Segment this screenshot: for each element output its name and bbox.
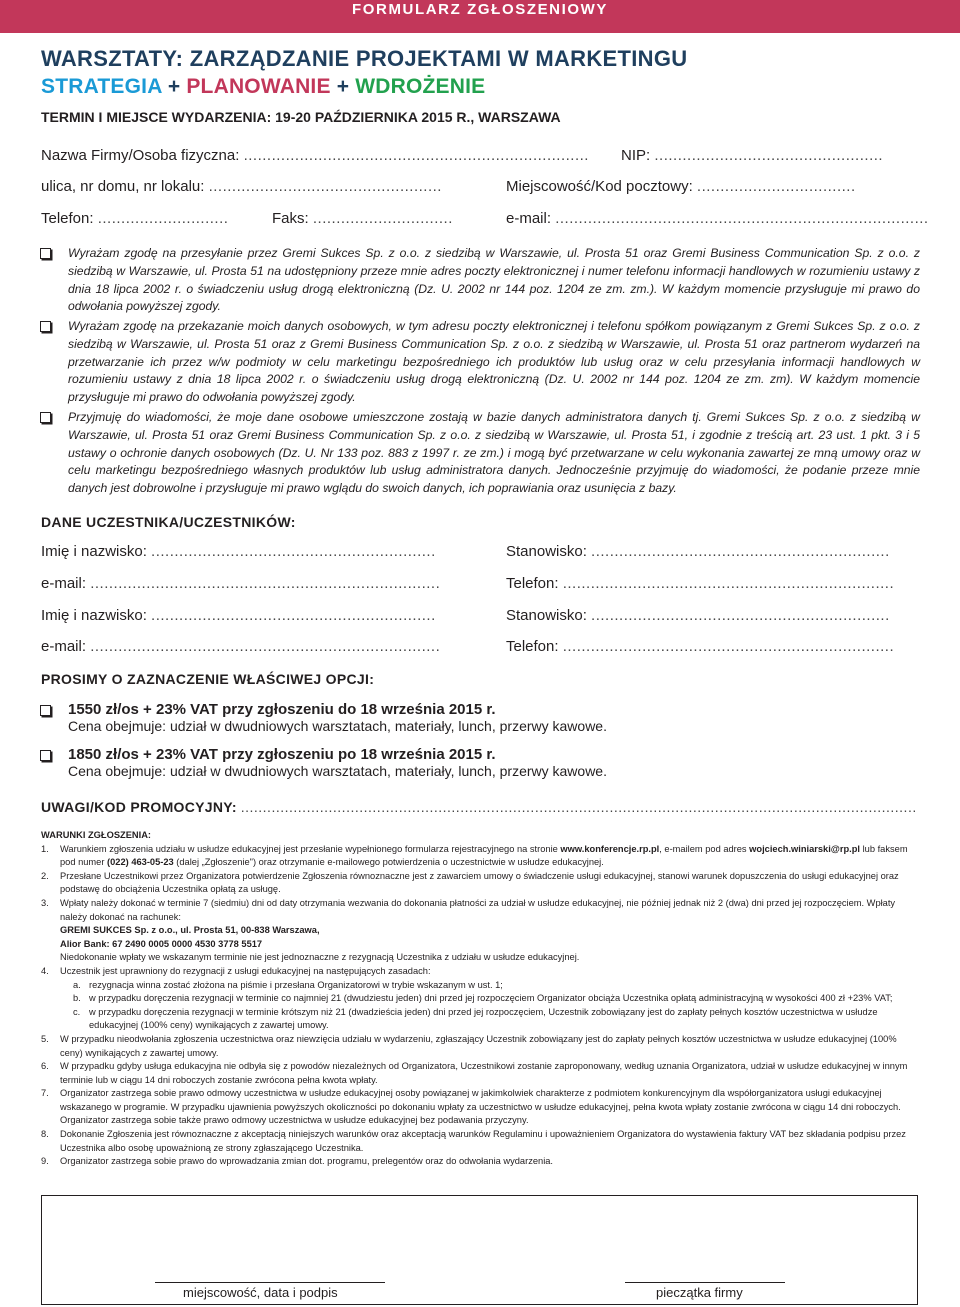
participants-heading: DANE UCZESTNIKA/UCZESTNIKÓW:: [41, 514, 296, 530]
stamp-label: pieczątka firmy: [656, 1285, 743, 1300]
participant-position-field[interactable]: [506, 607, 890, 624]
condition-item: 1. Warunkiem zgłoszenia udziału w usłudze edukacyjnej jest przesłanie wypełnionego formularza rejestracyjnego na stronie www.konferencje.rp.pl, e-mailem pod adres wojciech.winiarski@rp.pl lub faksem pod numer (022) 463-05-23 (dalej „Zgłoszenie") oraz otrzymanie e-mailowego potwierdzenia o uczestnictwie w usłudze edukacyjnej.: [41, 843, 908, 868]
subtitle-strategia: STRATEGIA: [41, 75, 162, 98]
condition-text: Wpłaty należy dokonać w terminie 7 (siedmiu) dni od daty otrzymania wezwania do dokonania płatności za udział w usłudze edukacyjnej, nie później jednak niż 2 (dwa) dni przed jej rozpoczęciem. Wpłaty należy dokonać na rachunek:: [60, 897, 896, 922]
condition-subitem: c. w przypadku doręczenia rezygnacji w terminie krótszym niż 21 (dwadzieścia jeden) dni przed jej rozpoczęciem, Uczestnik zobowiązany jest do zapłaty pełnych kosztów uczestnictwa w usłudze edukacyjnej (100% ceny) wynikających z zawartej umowy.: [73, 1006, 878, 1031]
condition-text: W przypadku gdyby usługa edukacyjna nie odbyła się z powodów niezależnych od Organizatora, Uczestnikowi zostanie zaproponowany, według uznania Organizatora, udział w usłudze edukacyjnej w innym terminie lub w ciągu 14 dni roboczych zostanie zwrócona pełna kwota wpłaty.: [60, 1061, 908, 1085]
stamp-line: [625, 1282, 785, 1283]
condition-text: w przypadku doręczenia rezygnacji w terminie krótszym niż 21 (dwadzieścia jeden) dni przed jej rozpoczęciem, Uczestnik zobowiązany jest do zapłaty pełnych kosztów uczestnictwa w usłudze edukacyjnej (100% ceny) wynikających z zawartej umowy.: [89, 1006, 878, 1031]
subtitle-plus: +: [161, 75, 187, 98]
website-link[interactable]: www.konferencje.rp.pl: [560, 843, 660, 854]
company-name-label: Nazwa Firmy/Osoba fizyczna:: [41, 147, 240, 164]
fax-label: Faks:: [272, 210, 309, 227]
participant-phone-field[interactable]: [506, 638, 894, 655]
consent-marketing: [40, 245, 920, 316]
street-dots: ..................................................: [208, 178, 442, 195]
phone-dots: ............................: [97, 210, 229, 227]
consent-data-processing: [40, 409, 920, 498]
participant-email-field[interactable]: [41, 575, 440, 592]
participant-phone-dots: .......................................................................: [562, 575, 895, 592]
conditions-heading: WARUNKI ZGŁOSZENIA:: [41, 830, 152, 840]
condition-subitem: b. w przypadku doręczenia rezygnacji w terminie co najmniej 21 (dwudziestu jeden) dni przed jej rozpoczęciem Organizator obciąża Uczestnika opłatą administracyjną w wysokości 400 zł +23% VAT;: [73, 993, 893, 1004]
email-label: e-mail:: [506, 210, 552, 227]
condition-item: 5. W przypadku nieodwołania zgłoszenia uczestnictwa oraz niewzięcia udziału w wydarzeniu, zgłaszający Uczestnik zobowiązany jest do zapłaty pełnych kosztów uczestnictwa w usłudze edukacyjnej (100% ceny) wynikających z zawartej umowy.: [41, 1033, 897, 1058]
city-label: Miejscowość/Kod pocztowy:: [506, 178, 693, 195]
workshop-subtitle: [41, 75, 485, 99]
promo-code-dots: ..........................................................................................................................................................: [240, 799, 917, 815]
condition-text: Organizator zastrzega sobie prawo odmowy uczestnictwa w usłudze edukacyjnej osoby powiązanej w jakimkolwiek charakterze z podmiotem konkurencyjnym dla współorganizatora usługi edukacyjnej wskazanego w programie. W przypadku ujawnienia powyższych okoliczności po dokonaniu wpłaty za uczestnictwo w usłudze edukacyjnej, pełna kwota wpłaty zostanie zwrócona w ciągu 14 dni roboczych. Organizator zastrzega sobie także prawo odmowy uczestnictwa w usłudze edukacyjnej bez podawania przyczyny.: [60, 1088, 901, 1126]
condition-item: 9. Organizator zastrzega sobie prawo do wprowadzania zmian dot. programu, prelegentów oraz do odwołania wydarzenia.: [41, 1156, 554, 1167]
participant-phone-field[interactable]: [506, 575, 894, 592]
fax-dots: ..............................: [312, 210, 453, 227]
participant-position-field[interactable]: [506, 543, 890, 560]
condition-subitem: a. rezygnacja winna zostać złożona na piśmie i przesłana Organizatorowi w trybie wskazanym w ust. 1;: [73, 979, 503, 990]
signature-line: [155, 1282, 385, 1283]
participant-email-dots: ...........................................................................: [90, 638, 441, 655]
condition-item: 2. Przesłane Uczestnikowi przez Organizatora potwierdzenie Zgłoszenia równoznaczne jest z zawarciem umowy o świadczenie usługi edukacyjnej, stanowi warunek dopuszczenia do usługi edukacyjnej oraz podstawę do obciążenia Uczestnika opłatą za usługę.: [41, 870, 899, 895]
header-bar: [0, 0, 960, 33]
consent-data-transfer: [40, 318, 920, 407]
fax-number: (022) 463-05-23: [107, 857, 174, 868]
company-name-dots: ..........................................................................: [243, 147, 589, 164]
workshop-title: WARSZTATY: ZARZĄDZANIE PROJEKTAMI W MARKETINGU: [41, 46, 688, 71]
signature-box[interactable]: [41, 1195, 918, 1305]
email-dots: ................................................................................: [555, 210, 929, 227]
subtitle-wdrozenie: WDROŻENIE: [355, 75, 486, 98]
email-link[interactable]: wojciech.winiarski@rp.pl: [749, 843, 861, 854]
participant-phone-dots: .......................................................................: [562, 638, 895, 655]
condition-text: (dalej „Zgłoszenie") oraz otrzymanie e-mailowego potwierdzenia o uczestnictwie w usłudze edukacyjnej.: [173, 857, 604, 868]
participant-name-field[interactable]: [41, 607, 436, 624]
option-price: 1850 zł/os + 23% VAT przy zgłoszeniu po 18 września 2015 r.: [68, 746, 496, 763]
condition-item: 7. Organizator zastrzega sobie prawo odmowy uczestnictwa w usłudze edukacyjnej osoby powiązanej w jakimkolwiek charakterze z podmiotem konkurencyjnym dla współorganizatora usługi edukacyjnej wskazanego w programie. W przypadku ujawnienia powyższych okoliczności po dokonaniu wpłaty za uczestnictwo w usłudze edukacyjnej, pełna kwota wpłaty zostanie zwrócona w ciągu 14 dni roboczych. Organizator zastrzega sobie także prawo odmowy uczestnictwa w usłudze edukacyjnej bez podawania przyczyny.: [41, 1088, 901, 1126]
signature-label: miejscowość, data i podpis: [183, 1285, 338, 1300]
promo-code-field[interactable]: [41, 799, 917, 815]
condition-item: 4. Uczestnik jest uprawniony do rezygnacji z usługi edukacyjnej na następujących zasadach:: [41, 965, 431, 976]
nip-dots: .................................................: [654, 147, 884, 164]
option-checkbox[interactable]: [40, 705, 51, 716]
phone-field[interactable]: [41, 210, 228, 227]
participant-position-label: Stanowisko:: [506, 543, 587, 560]
payment-note: Niedokonanie wpłaty we wskazanym terminie nie jest jednoznaczne z rezygnacją Uczestnika z udziału w usłudze edukacyjnej.: [60, 952, 580, 963]
phone-label: Telefon:: [41, 210, 94, 227]
nip-field[interactable]: [621, 147, 883, 164]
street-field[interactable]: [41, 178, 442, 195]
bank-recipient: GREMI SUKCES Sp. z o.o., ul. Prosta 51, 00-838 Warszawa,: [60, 925, 320, 936]
condition-text: Organizator zastrzega sobie prawo do wprowadzania zmian dot. programu, prelegentów oraz do odwołania wydarzenia.: [60, 1156, 554, 1167]
subtitle-planowanie: PLANOWANIE: [186, 75, 331, 98]
email-field[interactable]: [506, 210, 929, 227]
condition-text: rezygnacja winna zostać złożona na piśmie i przesłana Organizatorowi w trybie wskazanym w ust. 1;: [89, 979, 503, 990]
promo-code-label: UWAGI/KOD PROMOCYJNY:: [41, 799, 237, 815]
condition-text: W przypadku nieodwołania zgłoszenia uczestnictwa oraz niewzięcia udziału w wydarzeniu, zgłaszający Uczestnik zobowiązany jest do zapłaty pełnych kosztów uczestnictwa w usłudze edukacyjnej (100% ceny) wynikających z zawartej umowy.: [60, 1033, 897, 1058]
participant-phone-label: Telefon:: [506, 575, 559, 592]
street-label: ulica, nr domu, nr lokalu:: [41, 178, 205, 195]
condition-item: 8. Dokonanie Zgłoszenia jest równoznaczne z akceptacją niniejszych warunków oraz akceptacją warunków Regulaminu i upoważnieniem Organizatora do wystawienia faktury VAT bez składania podpisu przez Uczestnika albo osobę upoważnioną ze strony zgłaszającego Uczestnika.: [41, 1129, 906, 1153]
consent-text: Wyrażam zgodę na przekazanie moich danych osobowych, w tym adresu poczty elektronicznej i telefonu spółkom powiązanym z Gremi Sukces Sp. z o.o. z siedzibą w Warszawie, ul. Prosta 51 oraz z Gremi Business Communication Sp. z o.o. z siedzibą w Warszawie, ul. Prosta 51 oraz partnerom wydarzeń na przetwarzanie ich przez w/w podmioty w celu marketingu bezpośredniego ich produktów lub usług oraz w celu przesyłania informacji handlowych w rozumieniu ustawy z dnia 18 lipca 2002 r. o świadczeniu usług drogą elektroniczną (Dz. U. 2002 nr 144 poz. 1204 ze zm. zm). W każdym momencie przysługuje mi prawo do odwołania powyższej zgody.: [68, 319, 920, 405]
participant-name-label: Imię i nazwisko:: [41, 543, 147, 560]
bank-account: Alior Bank: 67 2490 0005 0000 4530 3778 5517: [60, 938, 263, 949]
form-title: FORMULARZ ZGŁOSZENIOWY: [352, 1, 609, 18]
company-name-field[interactable]: [41, 147, 589, 164]
participant-position-dots: ................................................................: [591, 543, 890, 560]
consent-checkbox[interactable]: [40, 321, 51, 332]
option-price: 1550 zł/os + 23% VAT przy zgłoszeniu do 18 września 2015 r.: [68, 701, 496, 718]
option-checkbox[interactable]: [40, 750, 51, 761]
participant-name-label: Imię i nazwisko:: [41, 607, 147, 624]
condition-text: , e-mailem pod adres: [659, 843, 750, 854]
consent-text: Wyrażam zgodę na przesyłanie przez Gremi Sukces Sp. z o.o. z siedzibą w Warszawie, ul. Prosta 51 oraz Gremi Business Communication Sp. z o.o. z siedzibą w Warszawie, ul. Prosta 51 na udostępniony przeze mnie adres poczty elektronicznej i numer telefonu informacji handlowych w rozumieniu ustawy z dnia 18 lipca 2002 r. o świadczeniu usług drogą elektroniczną (Dz. U. 2002 nr 144 poz. 1204 ze zm. zm.). W każdym momencie przysługuje mi prawo do odwołania powyższej zgody.: [68, 246, 920, 314]
participant-name-dots: .............................................................: [151, 607, 436, 624]
options-heading: PROSIMY O ZAZNACZENIE WŁAŚCIWEJ OPCJI:: [41, 671, 375, 687]
condition-text: Przesłane Uczestnikowi przez Organizatora potwierdzenie Zgłoszenia równoznaczne jest z zawarciem umowy o świadczenie usługi edukacyjnej, stanowi warunek dopuszczenia do usługi edukacyjnej oraz podstawę do obciążenia Uczestnika opłatą za usługę.: [60, 870, 899, 895]
nip-label: NIP:: [621, 147, 651, 164]
condition-text: Warunkiem zgłoszenia udziału w usłudze edukacyjnej jest przesłanie wypełnionego formularza rejestracyjnego na stronie: [60, 843, 561, 854]
condition-item: 6. W przypadku gdyby usługa edukacyjna nie odbyła się z powodów niezależnych od Organizatora, Uczestnikowi zostanie zaproponowany, według uznania Organizatora, udział w usłudze edukacyjnej w innym terminie lub w ciągu 14 dni roboczych zostanie zwrócona pełna kwota wpłaty.: [41, 1061, 908, 1085]
subtitle-plus: +: [330, 75, 356, 98]
participant-position-label: Stanowisko:: [506, 607, 587, 624]
participant-email-dots: ...........................................................................: [90, 575, 441, 592]
participant-name-field[interactable]: [41, 543, 436, 560]
option-description: Cena obejmuje: udział w dwudniowych warsztatach, materiały, lunch, przerwy kawowe.: [68, 718, 607, 734]
condition-item: 3. Wpłaty należy dokonać w terminie 7 (siedmiu) dni od daty otrzymania wezwania do dokonania płatności za udział w usłudze edukacyjnej, nie później jednak niż 2 (dwa) dni przed jej rozpoczęciem. Wpłaty należy dokonać na rachunek:: [41, 897, 896, 922]
consent-text: Przyjmuję do wiadomości, że moje dane osobowe umieszczone zostają w bazie danych administratora danych tj. Gremi Sukces Sp. z o.o. z siedzibą w Warszawie, ul. Prosta 51 oraz Gremi Business Communication Sp. z o.o. z siedzibą w Warszawie, ul. Prosta 51, i zgodnie z treścią art. 23 ust. 1 pkt. 3 i 5 ustawy o ochronie danych osobowych (Dz. U. Nr 133 poz. 883 z 1997 r. ze zm.) i mogą być przetwarzane w celu wykonania zawartej ze mną umowy oraz w celu marketingu bezpośredniego własnych produktów lub usług administratora danych. Jednocześnie przyjmuję do wiadomości, że podanie przeze mnie danych jest dobrowolne i przysługuje mi prawo wglądu do swoich danych, ich poprawiania oraz usunięcia z bazy.: [68, 410, 920, 496]
condition-text: Dokonanie Zgłoszenia jest równoznaczne z akceptacją niniejszych warunków oraz akceptacją warunków Regulaminu i upoważnieniem Organizatora do wystawienia faktury VAT bez składania podpisu przez Uczestnika albo osobę upoważnioną ze strony zgłaszającego Uczestnika.: [60, 1129, 906, 1153]
participant-email-label: e-mail:: [41, 575, 87, 592]
condition-text: Uczestnik jest uprawniony do rezygnacji z usługi edukacyjnej na następujących zasadach:: [60, 965, 431, 976]
condition-text: lub faksem pod numer: [60, 843, 908, 868]
fax-field[interactable]: [272, 210, 453, 227]
city-field[interactable]: [506, 178, 856, 195]
consent-checkbox[interactable]: [40, 248, 51, 259]
participant-name-dots: .............................................................: [151, 543, 436, 560]
condition-text: w przypadku doręczenia rezygnacji w terminie co najmniej 21 (dwudziestu jeden) dni przed jej rozpoczęciem Organizator obciąża Uczestnika opłatą administracyjną w wysokości 400 zł +23% VAT;: [89, 993, 893, 1004]
event-date-place: TERMIN I MIEJSCE WYDARZENIA: 19-20 PAŹDZIERNIKA 2015 R., WARSZAWA: [41, 109, 561, 125]
consent-checkbox[interactable]: [40, 412, 51, 423]
participant-phone-label: Telefon:: [506, 638, 559, 655]
participant-email-field[interactable]: [41, 638, 440, 655]
option-description: Cena obejmuje: udział w dwudniowych warsztatach, materiały, lunch, przerwy kawowe.: [68, 763, 607, 779]
participant-email-label: e-mail:: [41, 638, 87, 655]
city-dots: ..................................: [696, 178, 856, 195]
participant-position-dots: ................................................................: [591, 607, 890, 624]
conditions-section: [41, 829, 921, 1169]
